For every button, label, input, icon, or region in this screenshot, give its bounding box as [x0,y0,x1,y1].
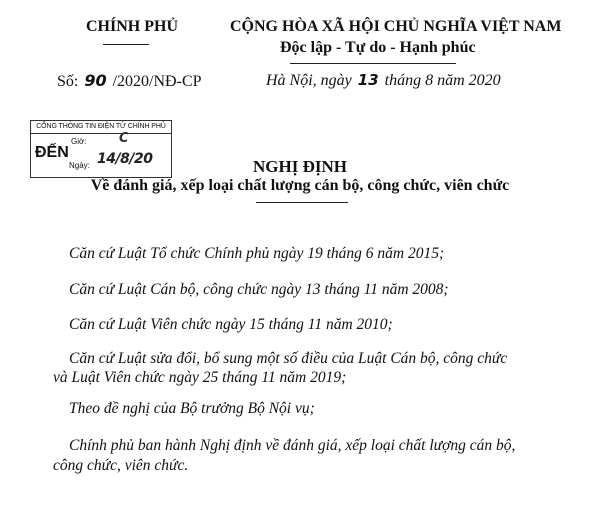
preamble-line: Căn cứ Luật Cán bộ, công chức ngày 13 tháng 11 năm 2008; [69,281,449,298]
number-prefix: Số: [57,73,79,90]
preamble-line: Chính phủ ban hành Nghị định về đánh giá, xếp loại chất lượng cán bộ, [69,437,516,454]
title-underline [256,202,348,203]
preamble-line: và Luật Viên chức ngày 25 tháng 11 năm 2019; [53,369,347,386]
document-type: NGHỊ ĐỊNH [253,157,347,176]
document-number [57,71,202,91]
motto-underline [290,63,456,64]
number-handwritten: 90 [84,71,107,90]
stamp-ngay-value: 14/8/20 [97,151,153,167]
stamp-den-label: ĐẾN [35,144,69,161]
agency-name: CHÍNH PHỦ [86,18,178,35]
preamble-line: Theo đề nghị của Bộ trưởng Bộ Nội vụ; [69,400,315,417]
number-suffix: /2020/NĐ-CP [112,73,202,90]
date-suffix: tháng 8 năm 2020 [384,72,501,89]
country-name: CỘNG HÒA XÃ HỘI CHỦ NGHĨA VIỆT NAM [230,18,562,35]
preamble-line: Căn cứ Luật Tổ chức Chính phủ ngày 19 tháng 6 năm 2015; [69,245,445,262]
agency-underline [103,44,149,45]
preamble-line: Căn cứ Luật sửa đổi, bổ sung một số điều của Luật Cán bộ, công chức [69,350,508,367]
preamble-line: Căn cứ Luật Viên chức ngày 15 tháng 11 năm 2010; [69,316,393,333]
date-day-handwritten: 13 [357,71,379,89]
document-subject: Về đánh giá, xếp loại chất lượng cán bộ, công chức, viên chức [90,177,510,194]
document-date [266,71,501,90]
national-motto: Độc lập - Tự do - Hạnh phúc [280,39,476,56]
stamp-ngay-label: Ngày: [69,161,90,170]
preamble-line: công chức, viên chức. [53,457,189,474]
stamp-title: CỔNG THÔNG TIN ĐIỆN TỬ CHÍNH PHỦ [31,121,171,134]
date-prefix: Hà Nội, ngày [266,72,352,89]
stamp-gio-label: Giờ: [71,137,87,146]
stamp-gio-value: C [119,131,129,146]
